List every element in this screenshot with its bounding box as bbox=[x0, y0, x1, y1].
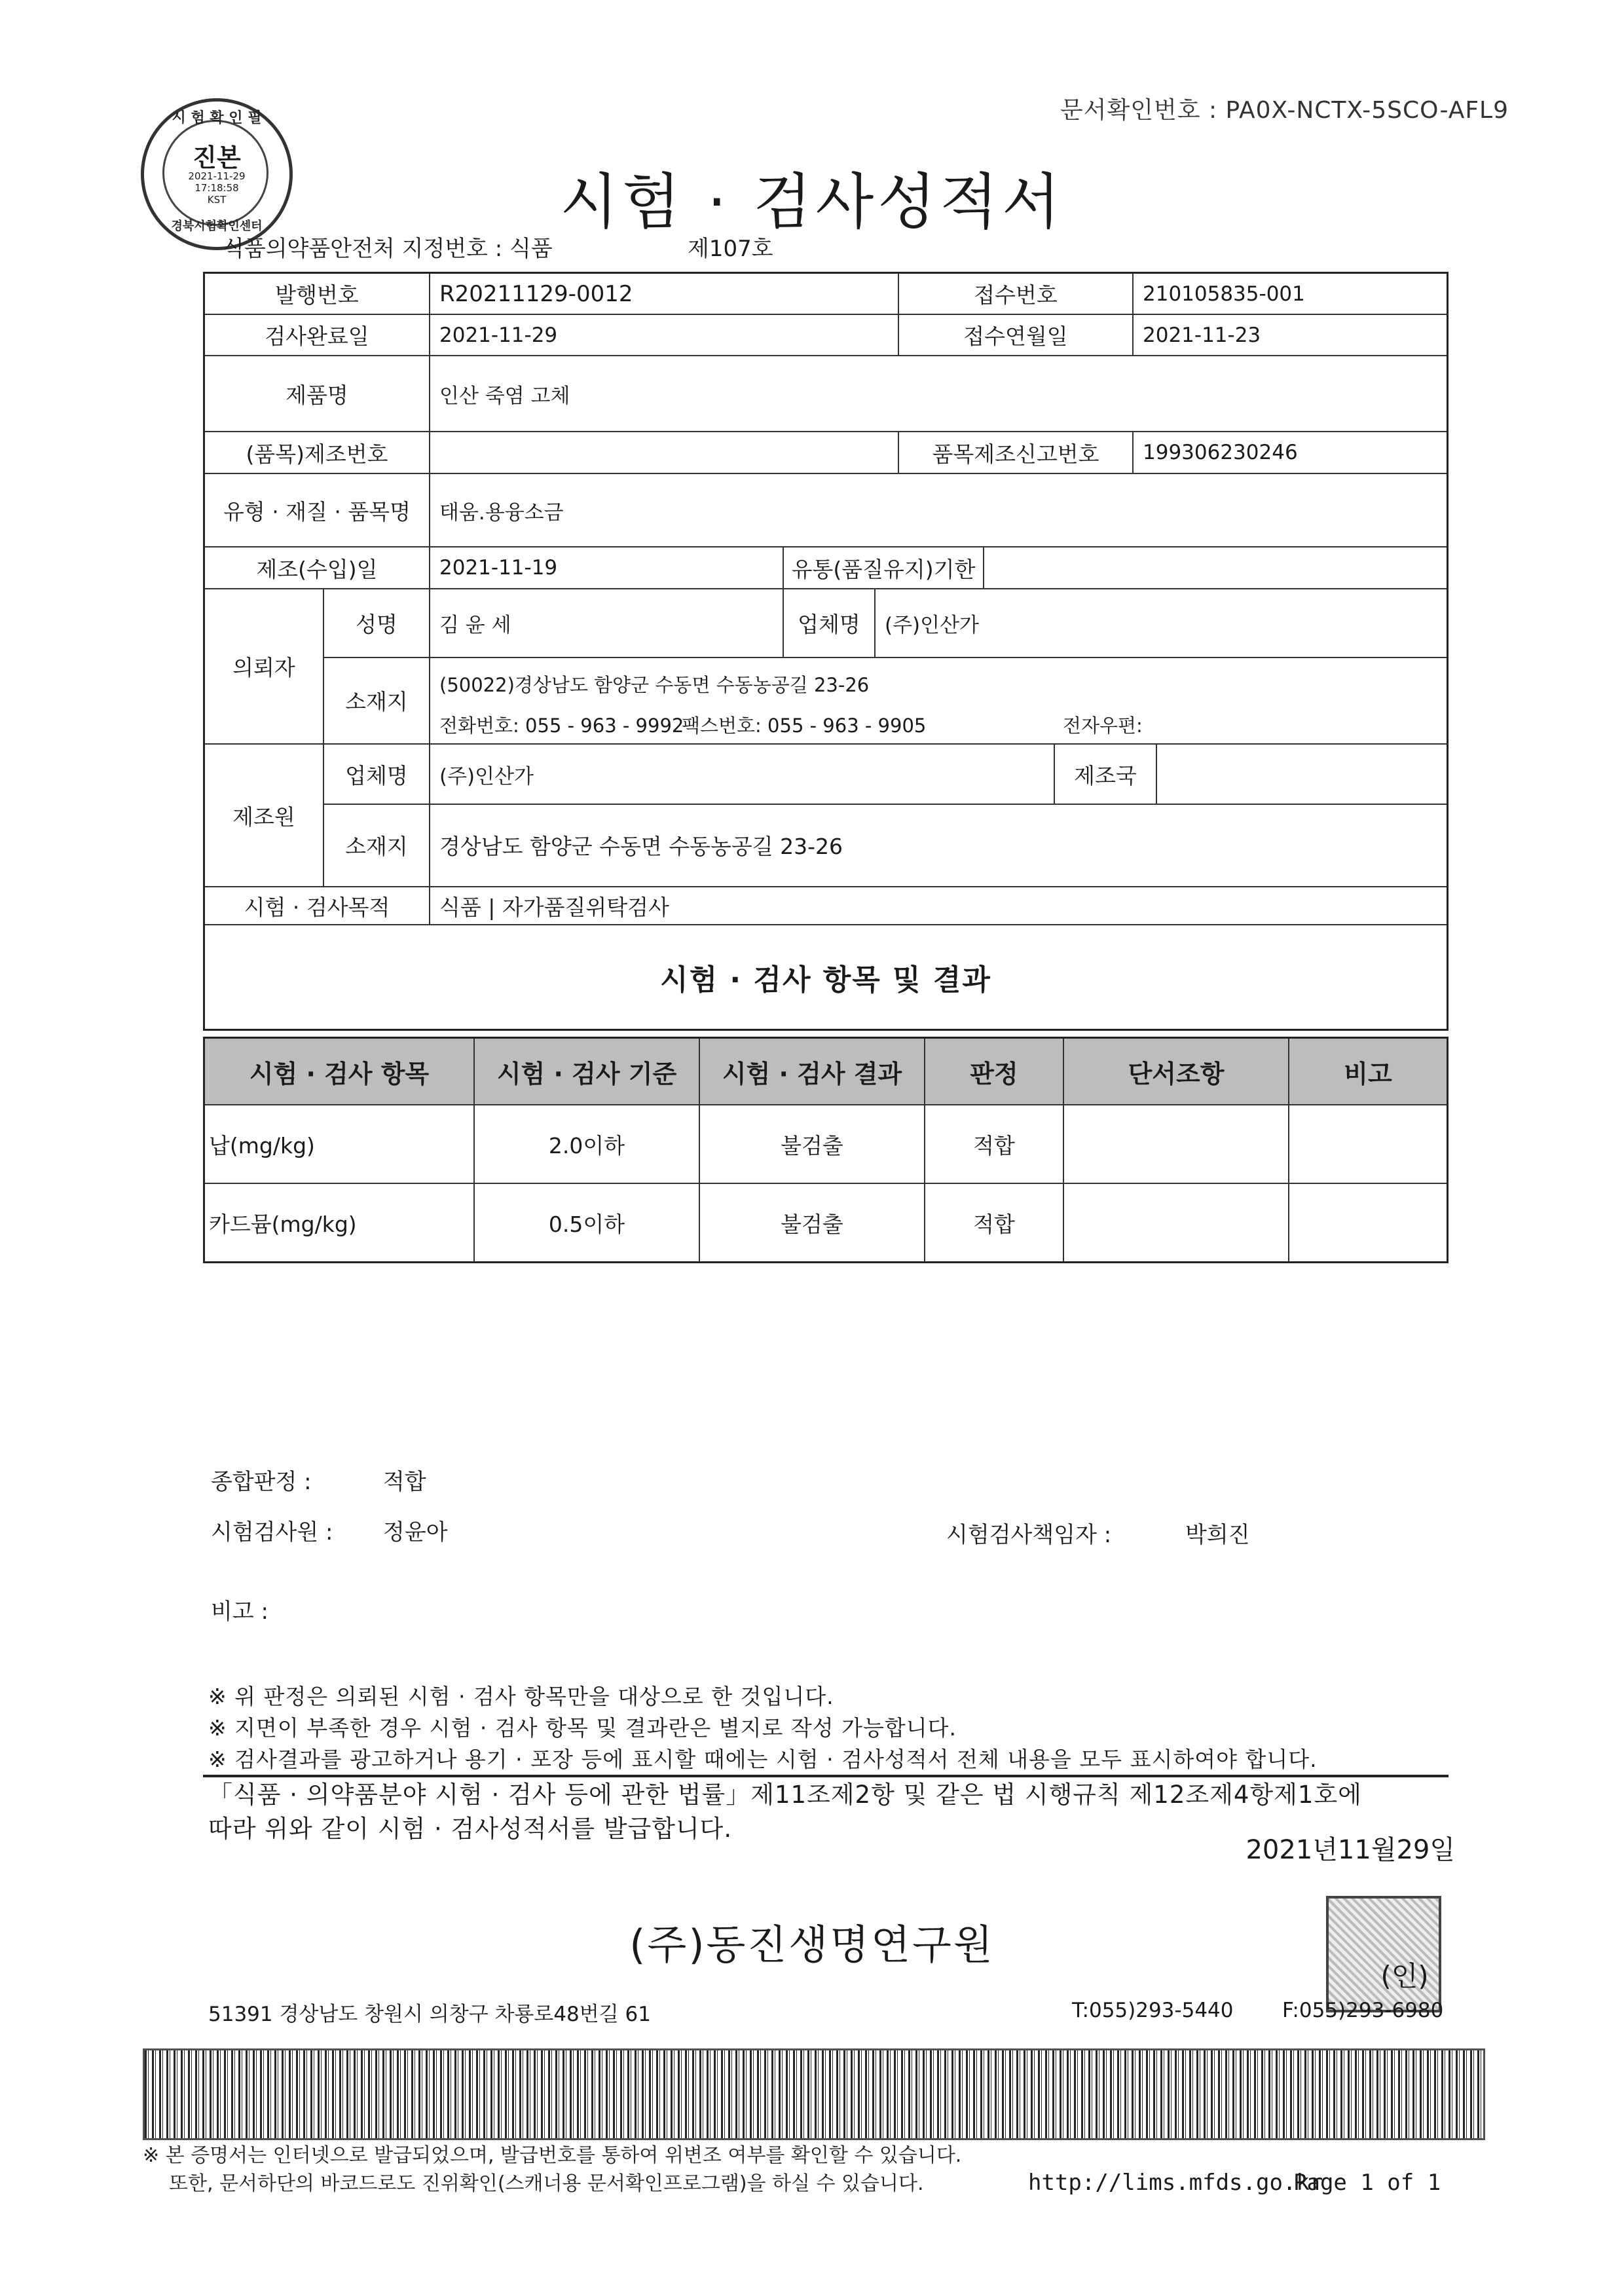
law-line: 따라 위와 같이 시험 · 검사성적서를 발급합니다. bbox=[208, 1815, 733, 1843]
product-name-label: 제품명 bbox=[205, 356, 430, 431]
purpose-label: 시험 · 검사목적 bbox=[205, 887, 430, 924]
header-standard: 시험 · 검사 기준 bbox=[475, 1039, 700, 1104]
organization-address: 51391 경상남도 창원시 의창구 차룡로48번길 61 bbox=[208, 2003, 651, 2026]
result-note bbox=[1289, 1105, 1447, 1183]
type-value: 태움.용융소금 bbox=[439, 500, 564, 525]
report-number-label: 품목제조신고번호 bbox=[899, 432, 1134, 473]
overall-judgement-label: 종합판정 : bbox=[211, 1469, 312, 1495]
receipt-number-value: 210105835-001 bbox=[1143, 282, 1305, 306]
result-standard: 2.0이하 bbox=[475, 1105, 700, 1183]
seal-time: 17:18:58 bbox=[194, 182, 239, 194]
result-clause bbox=[1064, 1105, 1289, 1183]
client-name-value: 김 윤 세 bbox=[430, 589, 784, 657]
client-address-label: 소재지 bbox=[324, 657, 430, 743]
client-email: 전자우편: bbox=[1063, 714, 1143, 737]
report-number-value: 199306230246 bbox=[1143, 441, 1298, 464]
results-section-title: 시험 · 검사 항목 및 결과 bbox=[660, 963, 991, 997]
result-item: 납(mg/kg) bbox=[205, 1105, 475, 1183]
manager-value: 박희진 bbox=[1185, 1522, 1250, 1548]
mfg-number-label: (품목)제조번호 bbox=[205, 432, 430, 473]
table-row bbox=[205, 315, 1447, 356]
table-row bbox=[205, 356, 1447, 432]
divider bbox=[203, 1775, 1449, 1777]
designation-label: 식품의약품안전처 지정번호 : 식품 bbox=[223, 236, 553, 262]
result-value: 불검출 bbox=[700, 1105, 925, 1183]
expiry-value bbox=[984, 547, 1448, 588]
maker-address-value: 경상남도 함양군 수동면 수동농공길 23-26 bbox=[439, 833, 843, 859]
issue-number-value: R20211129-0012 bbox=[430, 274, 899, 314]
remarks-label: 비고 : bbox=[211, 1599, 268, 1625]
result-value: 불검출 bbox=[700, 1184, 925, 1261]
overall-judgement-value: 적합 bbox=[383, 1469, 426, 1495]
client-company-value: (주)인산가 bbox=[885, 614, 979, 637]
maker-label: 제조원 bbox=[205, 745, 324, 886]
purpose-value: 식품 | 자가품질위탁검사 bbox=[439, 894, 669, 920]
table-row bbox=[205, 432, 1447, 474]
seal-mark: (인) bbox=[1380, 1960, 1429, 1992]
verification-barcode bbox=[143, 2048, 1485, 2140]
header-clause: 단서조항 bbox=[1064, 1039, 1289, 1104]
client-address-block bbox=[430, 657, 1447, 743]
receipt-date-value: 2021-11-23 bbox=[1143, 323, 1261, 347]
note-line: ※ 위 판정은 의뢰된 시험 · 검사 항목만을 대상으로 한 것입니다. bbox=[208, 1684, 834, 1709]
seal-top-text: 시 험 확 인 필 bbox=[172, 110, 262, 126]
result-standard: 0.5이하 bbox=[475, 1184, 700, 1261]
mfg-number-value bbox=[430, 432, 899, 473]
results-table bbox=[203, 1037, 1449, 1263]
client-address-value: (50022)경상남도 함양군 수동면 수동농공길 23-26 bbox=[439, 674, 870, 696]
seal-date: 2021-11-29 bbox=[188, 170, 246, 182]
result-judgement: 적합 bbox=[925, 1105, 1064, 1183]
seal-center-text: 진본 bbox=[193, 143, 241, 172]
client-label: 의뢰자 bbox=[205, 589, 324, 743]
manager-label: 시험검사책임자 : bbox=[946, 1522, 1112, 1548]
client-block bbox=[205, 589, 1447, 745]
header-judgement: 판정 bbox=[925, 1039, 1064, 1104]
note-line: ※ 검사결과를 광고하거나 용기 · 포장 등에 표시할 때에는 시험 · 검사성적서 전체 내용을 모두 표시하여야 합니다. bbox=[208, 1747, 1318, 1772]
client-fax: 팩스번호: 055 - 963 - 9905 bbox=[682, 714, 927, 737]
result-item: 카드뮴(mg/kg) bbox=[205, 1184, 475, 1261]
document-confirm-number: 문서확인번호 : PA0X-NCTX-5SCO-AFL9 bbox=[1060, 97, 1509, 124]
header-note: 비고 bbox=[1344, 1059, 1392, 1088]
footer-line: 또한, 문서하단의 바코드로도 진위확인(스캐너용 문서확인프로그램)을 하실 수 있습니다. bbox=[169, 2172, 924, 2195]
client-name-label: 성명 bbox=[324, 589, 430, 657]
info-table bbox=[203, 272, 1449, 1031]
table-row bbox=[205, 274, 1447, 315]
law-line: 「식품 · 의약품분야 시험 · 검사 등에 관한 법률」제11조제2항 및 같은 법 시행규칙 제12조제4항제1호에 bbox=[208, 1781, 1362, 1809]
organization-fax: F:055)293-6980 bbox=[1282, 1999, 1444, 2022]
designation-line bbox=[223, 231, 773, 263]
header-item: 시험 · 검사 항목 bbox=[205, 1039, 475, 1104]
mfg-date-value: 2021-11-19 bbox=[430, 547, 784, 588]
result-note bbox=[1289, 1184, 1447, 1261]
seal-bottom-text: 경북시험확인센터 bbox=[171, 219, 263, 233]
maker-address-label: 소재지 bbox=[324, 804, 430, 886]
result-judgement: 적합 bbox=[925, 1184, 1064, 1261]
maker-company-value: (주)인산가 bbox=[430, 745, 1055, 804]
header-result: 시험 · 검사 결과 bbox=[700, 1039, 925, 1104]
issue-number-label: 발행번호 bbox=[205, 274, 430, 314]
notes-block bbox=[208, 1681, 1318, 1775]
document-title: 시험 · 검사성적서 bbox=[560, 167, 1064, 237]
result-clause bbox=[1064, 1184, 1289, 1261]
product-name-value: 인산 죽염 고체 bbox=[439, 384, 570, 408]
organization-name: (주)동진생명연구원 bbox=[629, 1921, 995, 1969]
inspector-label: 시험검사원 : bbox=[211, 1519, 333, 1546]
footer-notice bbox=[143, 2141, 961, 2198]
table-row bbox=[205, 474, 1447, 547]
mfg-date-label: 제조(수입)일 bbox=[205, 547, 430, 588]
law-statement bbox=[208, 1778, 1362, 1846]
note-line: ※ 지면이 부족한 경우 시험 · 검사 항목 및 결과란은 별지로 작성 가능합니다. bbox=[208, 1715, 957, 1741]
inspector-value: 정윤아 bbox=[383, 1519, 448, 1546]
maker-country-label: 제조국 bbox=[1055, 745, 1157, 804]
issue-date: 2021년11월29일 bbox=[1246, 1835, 1455, 1865]
receipt-number-label: 접수번호 bbox=[899, 274, 1134, 314]
maker-country-value bbox=[1157, 745, 1447, 804]
results-header-row bbox=[205, 1039, 1447, 1105]
complete-date-value: 2021-11-29 bbox=[430, 315, 899, 355]
client-company-label: 업체명 bbox=[784, 589, 876, 657]
page-indicator: Page 1 of 1 bbox=[1293, 2170, 1441, 2196]
receipt-date-label: 접수연월일 bbox=[899, 315, 1134, 355]
designation-number: 제107호 bbox=[688, 236, 773, 262]
table-row bbox=[205, 887, 1447, 925]
expiry-label: 유통(품질유지)기한 bbox=[784, 547, 984, 588]
type-label: 유형 · 재질 · 품목명 bbox=[205, 474, 430, 546]
table-row bbox=[205, 1105, 1447, 1184]
maker-company-label: 업체명 bbox=[324, 745, 430, 804]
table-row bbox=[205, 547, 1447, 589]
organization-tel: T:055)293-5440 bbox=[1072, 1999, 1234, 2022]
client-phone: 전화번호: 055 - 963 - 9992 bbox=[439, 714, 684, 737]
footer-url-link[interactable]: http://lims.mfds.go.kr bbox=[1028, 2170, 1323, 2196]
table-row bbox=[205, 1184, 1447, 1261]
footer-line: ※ 본 증명서는 인터넷으로 발급되었으며, 발급번호를 통하여 위변조 여부를 확인할 수 있습니다. bbox=[143, 2144, 962, 2167]
client-contact-line bbox=[439, 705, 1437, 746]
maker-block bbox=[205, 745, 1447, 887]
complete-date-label: 검사완료일 bbox=[205, 315, 430, 355]
seal-zone: KST bbox=[207, 194, 227, 206]
